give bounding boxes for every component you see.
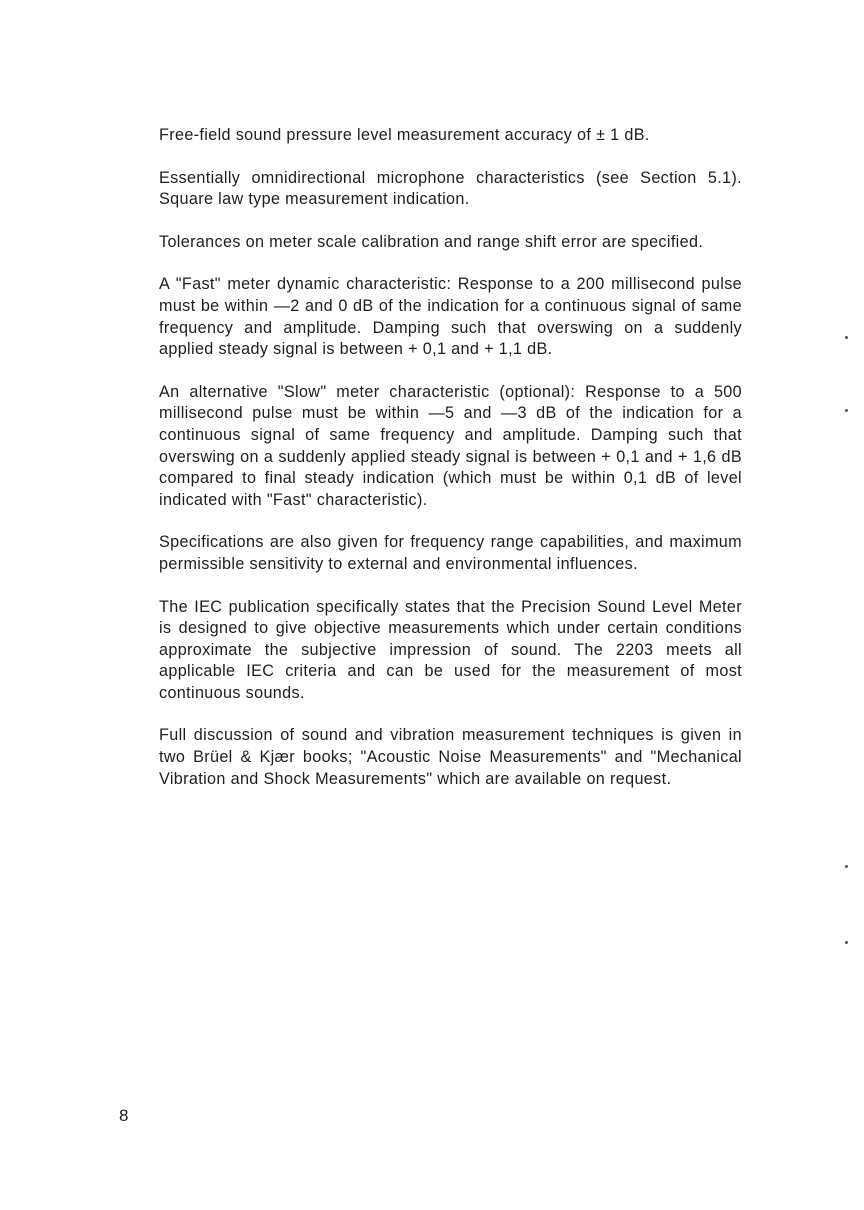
paragraph-tolerances: Tolerances on meter scale calibration and range shift error are specified.	[159, 232, 704, 251]
paragraph-microphone: Essentially omnidirectional microphone characteristics (see Section 5.1). Square law type measurement indication.	[159, 168, 742, 209]
scan-speck	[845, 941, 848, 944]
paragraph-accuracy: Free-field sound pressure level measurement accuracy of ± 1 dB.	[159, 126, 650, 144]
scan-speck	[845, 865, 848, 868]
paragraph-iec-publication: The IEC publication specifically states that the Precision Sound Level Meter is designed to give objective measurements which under certain conditions approximate the subjective impression of sound. The 2203 meets all applicable IEC criteria and can be used for the measurement of most continuous sounds.	[159, 597, 742, 702]
paragraph-fast-characteristic: A "Fast" meter dynamic characteristic: Response to a 200 millisecond pulse must be within —2 and 0 dB of the indication for a continuous signal of same frequency and amplitude. Damping such that overswing on a suddenly applied steady signal is between + 0,1 and + 1,1 dB.	[159, 275, 742, 359]
paragraph-slow-characteristic: An alternative "Slow" meter characteristic (optional): Response to a 500 millisecond pulse must be within —5 and —3 dB of the indication for a continuous signal of same frequency and amplitude. Damping such that overswing on a suddenly applied steady signal is between + 0,1 and + 1,6 dB compared to final steady indication (which must be within 0,1 dB of level indicated with "Fast" characteristic).	[159, 382, 742, 509]
body-text	[159, 125, 742, 811]
scan-speck	[845, 409, 848, 412]
scan-speck	[845, 336, 848, 339]
page-number: 8	[119, 1106, 129, 1125]
paragraph-further-reading: Full discussion of sound and vibration measurement techniques is given in two Brüel & Kjær books; "Acoustic Noise Measurements" and "Mechanical Vibration and Shock Measurements" which are available on request.	[159, 726, 742, 788]
paragraph-specifications: Specifications are also given for frequency range capabilities, and maximum permissible sensitivity to external and environmental influences.	[159, 533, 742, 573]
